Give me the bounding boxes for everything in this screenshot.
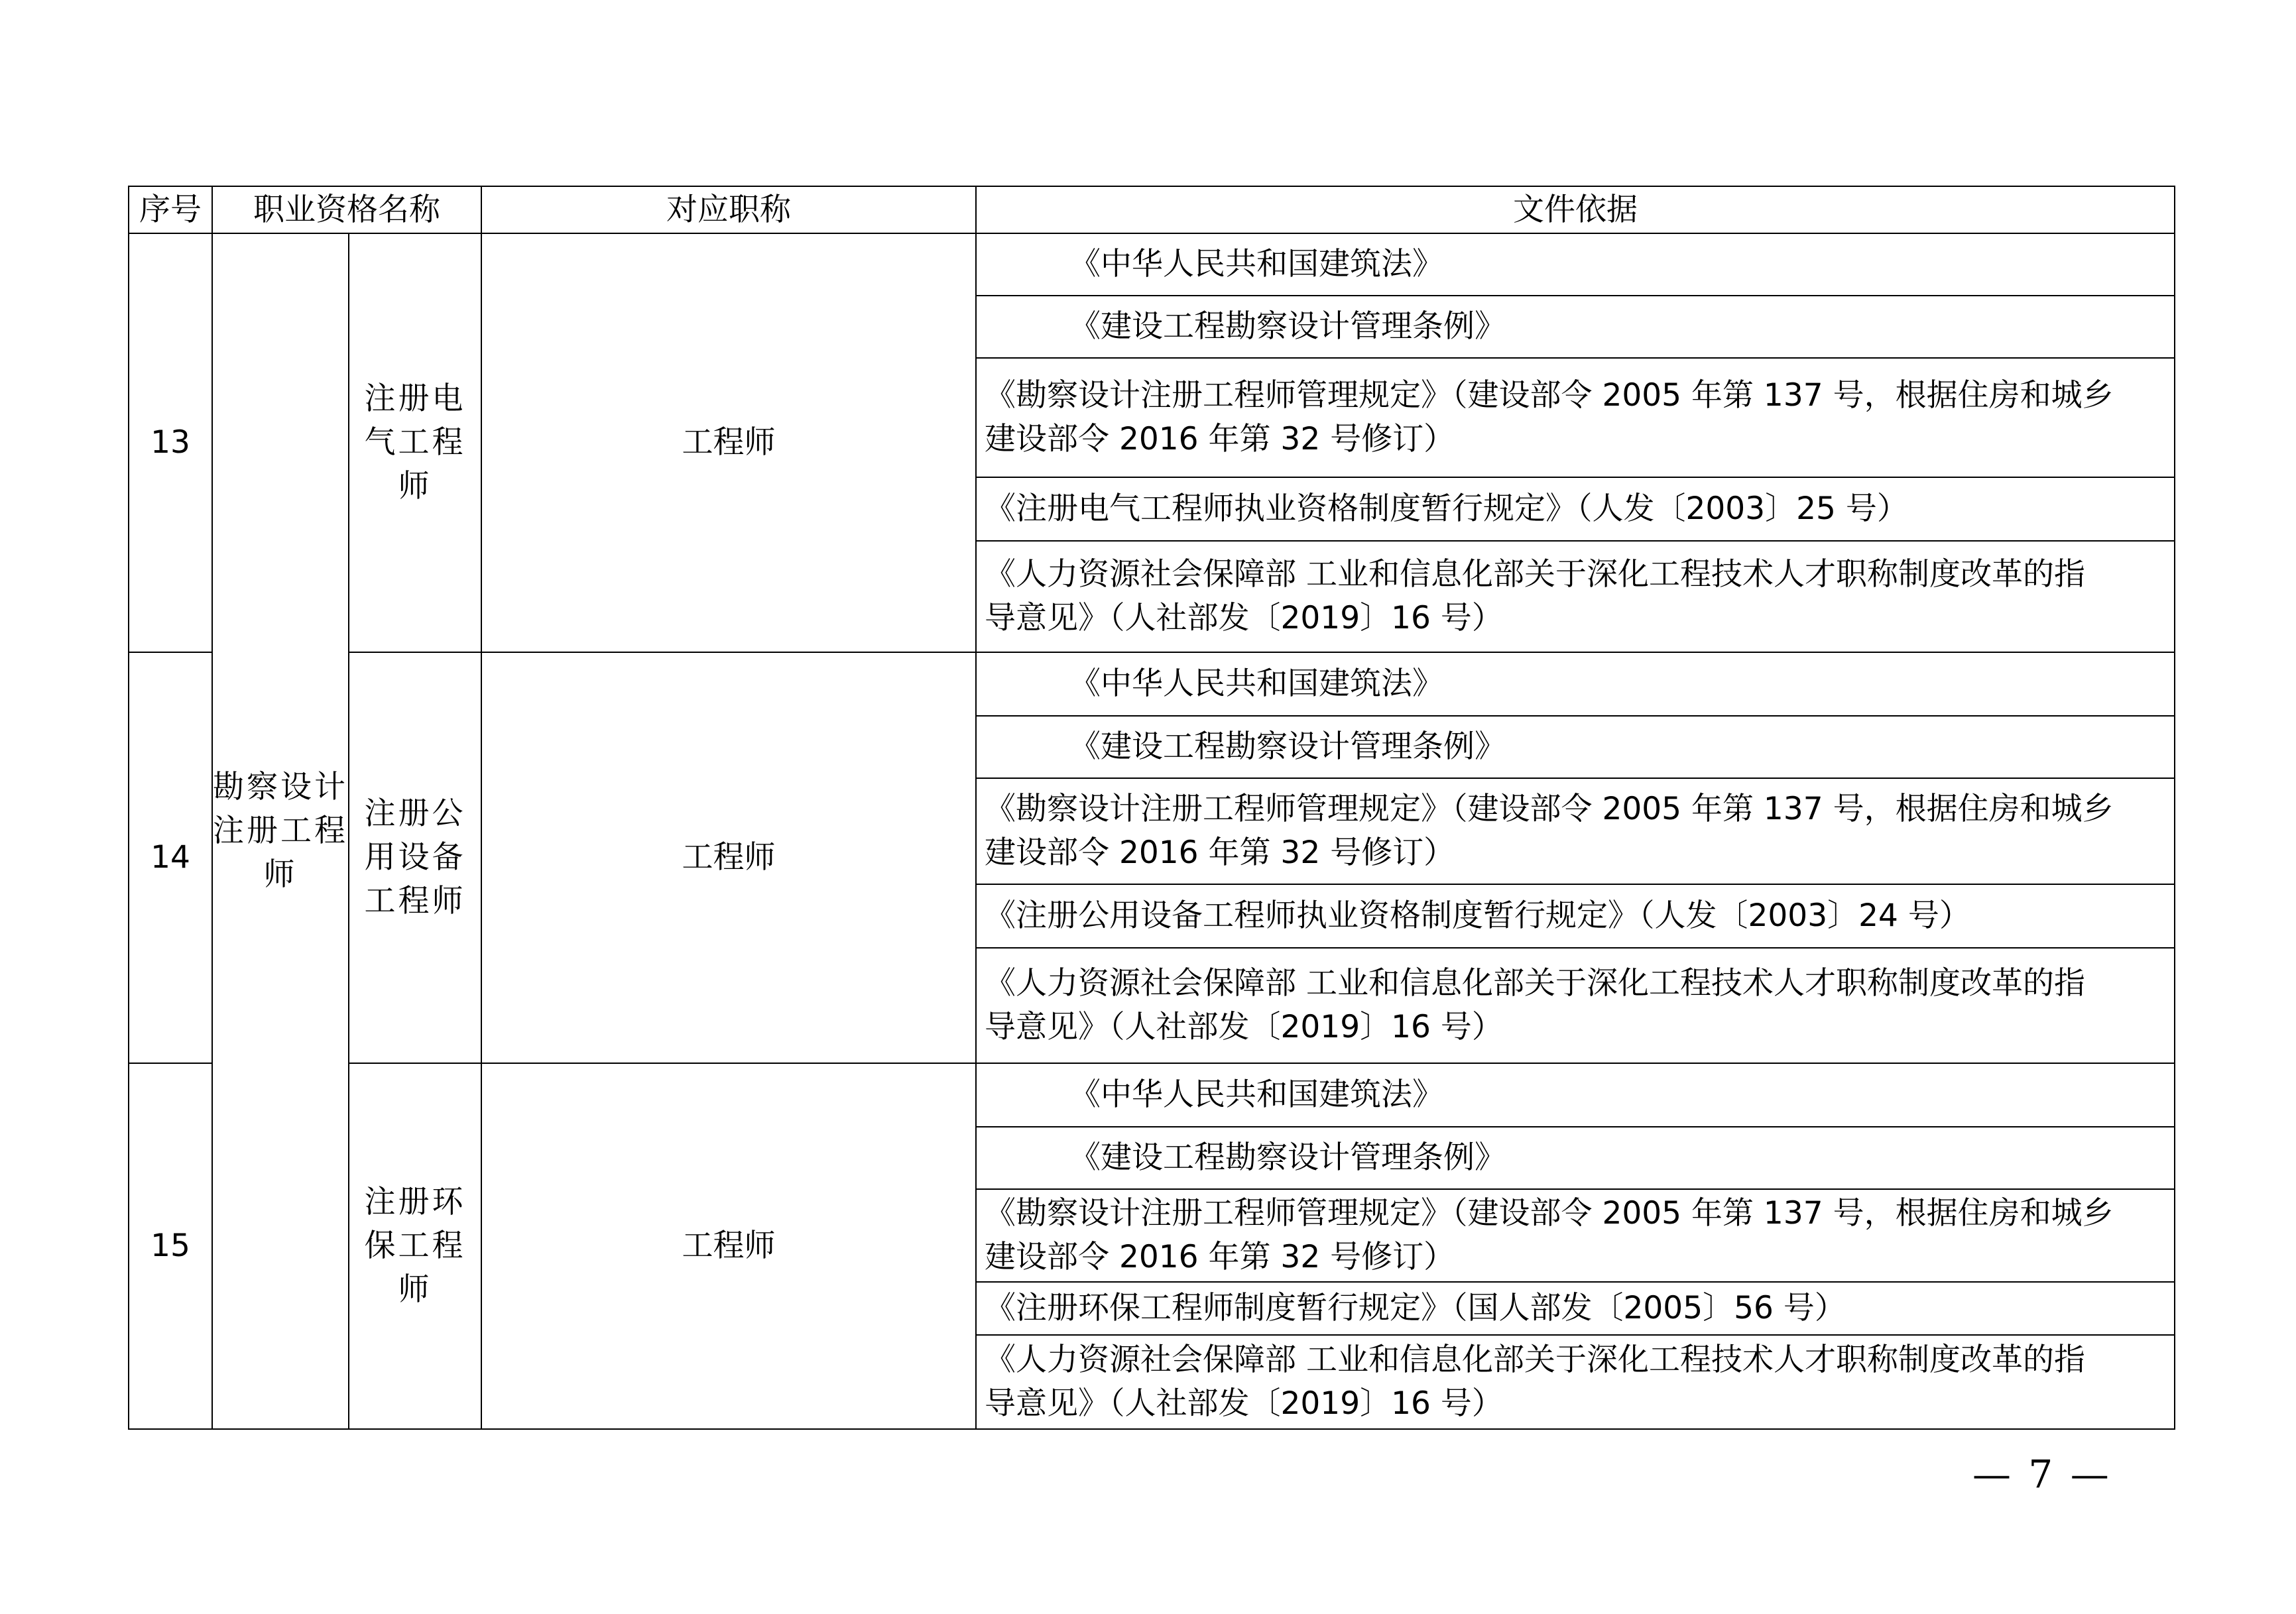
basis-cell xyxy=(976,358,2175,477)
basis-line: 《注册公用设备工程师执业资格制度暂行规定》（人发〔2003〕24 号） xyxy=(985,897,1970,934)
qualification-name-cell-line: 注册电 xyxy=(364,380,466,417)
basis-cell xyxy=(976,1063,2175,1127)
category-cell-line: 注册工程 xyxy=(213,813,348,849)
basis-cell xyxy=(976,1335,2175,1429)
category-cell-line: 勘察设计 xyxy=(213,769,348,805)
title-cell: 工程师 xyxy=(481,233,976,652)
seq-cell: 14 xyxy=(129,652,212,1063)
qualification-table xyxy=(128,186,2175,1430)
basis-line: 《注册环保工程师制度暂行规定》（国人部发〔2005〕56 号） xyxy=(985,1290,1846,1326)
qualification-name-cell-line: 注册环 xyxy=(364,1184,466,1220)
qualification-name-cell-line: 师 xyxy=(398,1271,432,1308)
category-cell xyxy=(212,233,349,1429)
basis-cell xyxy=(976,296,2175,358)
qualification-name-cell xyxy=(349,1063,481,1429)
basis-cell xyxy=(976,716,2175,778)
qualification-name-cell-line: 保工程 xyxy=(364,1228,466,1264)
table-row xyxy=(129,652,2175,716)
qualification-name-cell-line: 气工程 xyxy=(364,424,466,461)
basis-line: 《建设工程勘察设计管理条例》 xyxy=(1069,308,1506,345)
basis-line: 导意见》（人社部发〔2019〕16 号） xyxy=(985,600,1503,636)
basis-line: 建设部令 2016 年第 32 号修订） xyxy=(985,1239,1455,1275)
basis-line: 《中华人民共和国建筑法》 xyxy=(1069,1076,1443,1113)
basis-line: 《注册电气工程师执业资格制度暂行规定》（人发〔2003〕25 号） xyxy=(985,490,1908,527)
basis-line: 《建设工程勘察设计管理条例》 xyxy=(1069,728,1506,765)
basis-line: 建设部令 2016 年第 32 号修订） xyxy=(985,835,1455,871)
qualification-name-cell-line: 用设备 xyxy=(364,839,466,876)
qualification-name-cell-line: 注册公 xyxy=(364,795,466,832)
basis-cell xyxy=(976,652,2175,716)
page-number: — 7 — xyxy=(1972,1452,2112,1497)
basis-line: 《中华人民共和国建筑法》 xyxy=(1069,665,1443,702)
basis-line: 建设部令 2016 年第 32 号修订） xyxy=(985,421,1455,457)
basis-line: 《中华人民共和国建筑法》 xyxy=(1069,246,1443,282)
basis-line: 导意见》（人社部发〔2019〕16 号） xyxy=(985,1385,1503,1422)
table-row xyxy=(129,233,2175,296)
qualification-name-cell xyxy=(349,652,481,1063)
basis-line: 导意见》（人社部发〔2019〕16 号） xyxy=(985,1009,1503,1045)
category-cell-line: 师 xyxy=(263,856,298,893)
qualification-name-cell xyxy=(349,233,481,652)
basis-cell xyxy=(976,778,2175,884)
basis-cell xyxy=(976,477,2175,541)
header-qualification: 职业资格名称 xyxy=(212,186,481,233)
basis-line: 《勘察设计注册工程师管理规定》（建设部令 2005 年第 137 号，根据住房和城乡 xyxy=(985,1195,2114,1232)
qualification-name-cell-line: 工程师 xyxy=(364,883,466,919)
seq-cell: 15 xyxy=(129,1063,212,1429)
basis-cell xyxy=(976,1127,2175,1189)
basis-line: 《勘察设计注册工程师管理规定》（建设部令 2005 年第 137 号，根据住房和城乡 xyxy=(985,377,2114,414)
table-row xyxy=(129,1063,2175,1127)
basis-cell xyxy=(976,1282,2175,1335)
basis-cell xyxy=(976,948,2175,1063)
basis-cell xyxy=(976,1189,2175,1282)
basis-cell xyxy=(976,541,2175,652)
basis-line: 《建设工程勘察设计管理条例》 xyxy=(1069,1139,1506,1176)
seq-cell: 13 xyxy=(129,233,212,652)
header-row xyxy=(129,186,2175,233)
header-basis: 文件依据 xyxy=(976,186,2175,233)
title-cell: 工程师 xyxy=(481,652,976,1063)
header-seq: 序号 xyxy=(129,186,212,233)
basis-line: 《人力资源社会保障部 工业和信息化部关于深化工程技术人才职称制度改革的指 xyxy=(985,556,2085,593)
basis-line: 《勘察设计注册工程师管理规定》（建设部令 2005 年第 137 号，根据住房和城乡 xyxy=(985,791,2114,827)
basis-cell xyxy=(976,233,2175,296)
basis-line: 《人力资源社会保障部 工业和信息化部关于深化工程技术人才职称制度改革的指 xyxy=(985,965,2085,1002)
header-title: 对应职称 xyxy=(481,186,976,233)
basis-cell xyxy=(976,884,2175,948)
title-cell: 工程师 xyxy=(481,1063,976,1429)
qualification-name-cell-line: 师 xyxy=(398,468,432,504)
basis-line: 《人力资源社会保障部 工业和信息化部关于深化工程技术人才职称制度改革的指 xyxy=(985,1342,2085,1378)
